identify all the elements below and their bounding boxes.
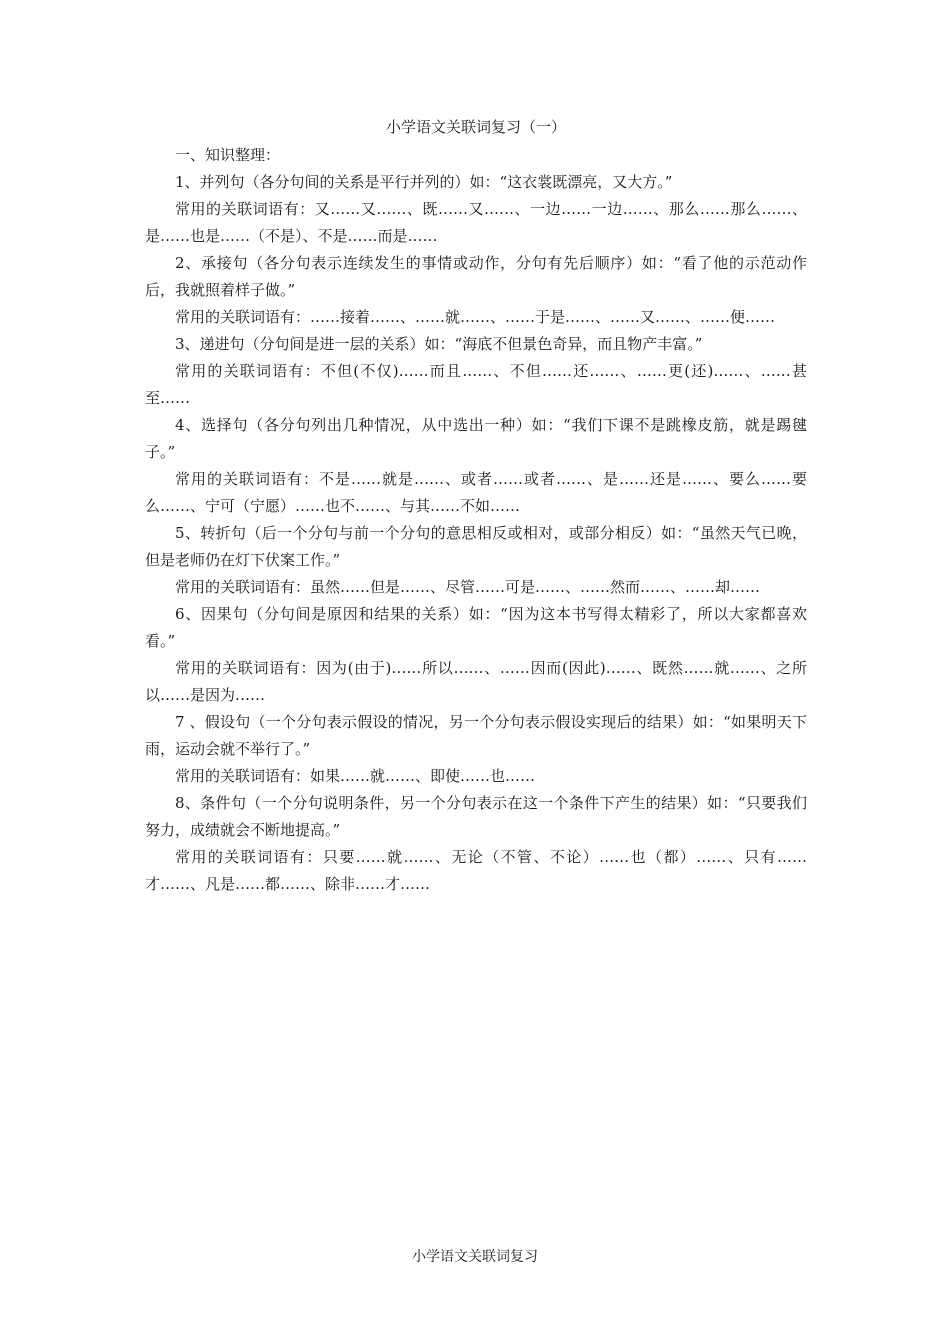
common-conjunctions: 常用的关联词语有：不但(不仅)……而且……、不但……还……、……更(还)……、……甚至…… bbox=[145, 362, 807, 407]
common-conjunctions: 常用的关联词语有：因为(由于)……所以……、……因而(因此)……、既然……就……、之所以……是因为…… bbox=[145, 659, 807, 704]
sentence-type-definition: 4、选择句（各分句列出几种情况，从中选出一种）如：“我们下课不是跳橡皮筋，就是踢毽子。” bbox=[145, 416, 807, 461]
document-page bbox=[145, 112, 807, 898]
sentence-type-definition: 1、并列句（各分句间的关系是平行并列的）如：“这衣裳既漂亮，又大方。” bbox=[175, 173, 673, 191]
sentence-type-definition: 6、因果句（分句间是原因和结果的关系）如：“因为这本书写得太精彩了，所以大家都喜欢看。” bbox=[145, 605, 807, 650]
sentence-type-definition: 8、条件句（一个分句说明条件，另一个分句表示在这一个条件下产生的结果）如：“只要我们努力，成绩就会不断地提高。” bbox=[145, 794, 807, 839]
sentence-type-definition: 3、递进句（分句间是进一层的关系）如：“海底不但景色奇异，而且物产丰富。” bbox=[175, 335, 703, 353]
sentence-type-definition: 7 、假设句（一个分句表示假设的情况，另一个分句表示假设实现后的结果）如：“如果明天下雨，运动会就不举行了。” bbox=[145, 713, 807, 758]
sentence-type-definition: 2、承接句（各分句表示连续发生的事情或动作，分句有先后顺序）如：“看了他的示范动作后，我就照着样子做。” bbox=[145, 254, 807, 299]
document-title: 小学语文关联词复习（一） bbox=[385, 118, 566, 136]
common-conjunctions: 常用的关联词语有：虽然……但是……、尽管……可是……、……然而……、……却…… bbox=[175, 578, 761, 596]
common-conjunctions: 常用的关联词语有：……接着……、……就……、……于是……、……又……、……便…… bbox=[175, 308, 776, 326]
common-conjunctions: 常用的关联词语有：只要……就……、无论（不管、不论）……也（都）……、只有……才……、凡是……都……、除非……才…… bbox=[145, 848, 807, 893]
page-footer: 小学语文关联词复习 bbox=[412, 1249, 538, 1265]
section-heading: 一、知识整理： bbox=[175, 146, 281, 164]
sentence-type-definition: 5、转折句（后一个分句与前一个分句的意思相反或相对，或部分相反）如：“虽然天气已晚，但是老师仍在灯下伏案工作。” bbox=[145, 524, 807, 569]
common-conjunctions: 常用的关联词语有：如果……就……、即使……也…… bbox=[175, 767, 536, 785]
common-conjunctions: 常用的关联词语有：不是……就是……、或者……或者……、是……还是……、要么……要么……、宁可（宁愿）……也不……、与其……不如…… bbox=[145, 470, 807, 515]
common-conjunctions: 常用的关联词语有：又……又……、既……又……、一边……一边……、那么……那么……、是……也是……（不是）、不是……而是…… bbox=[145, 200, 807, 245]
